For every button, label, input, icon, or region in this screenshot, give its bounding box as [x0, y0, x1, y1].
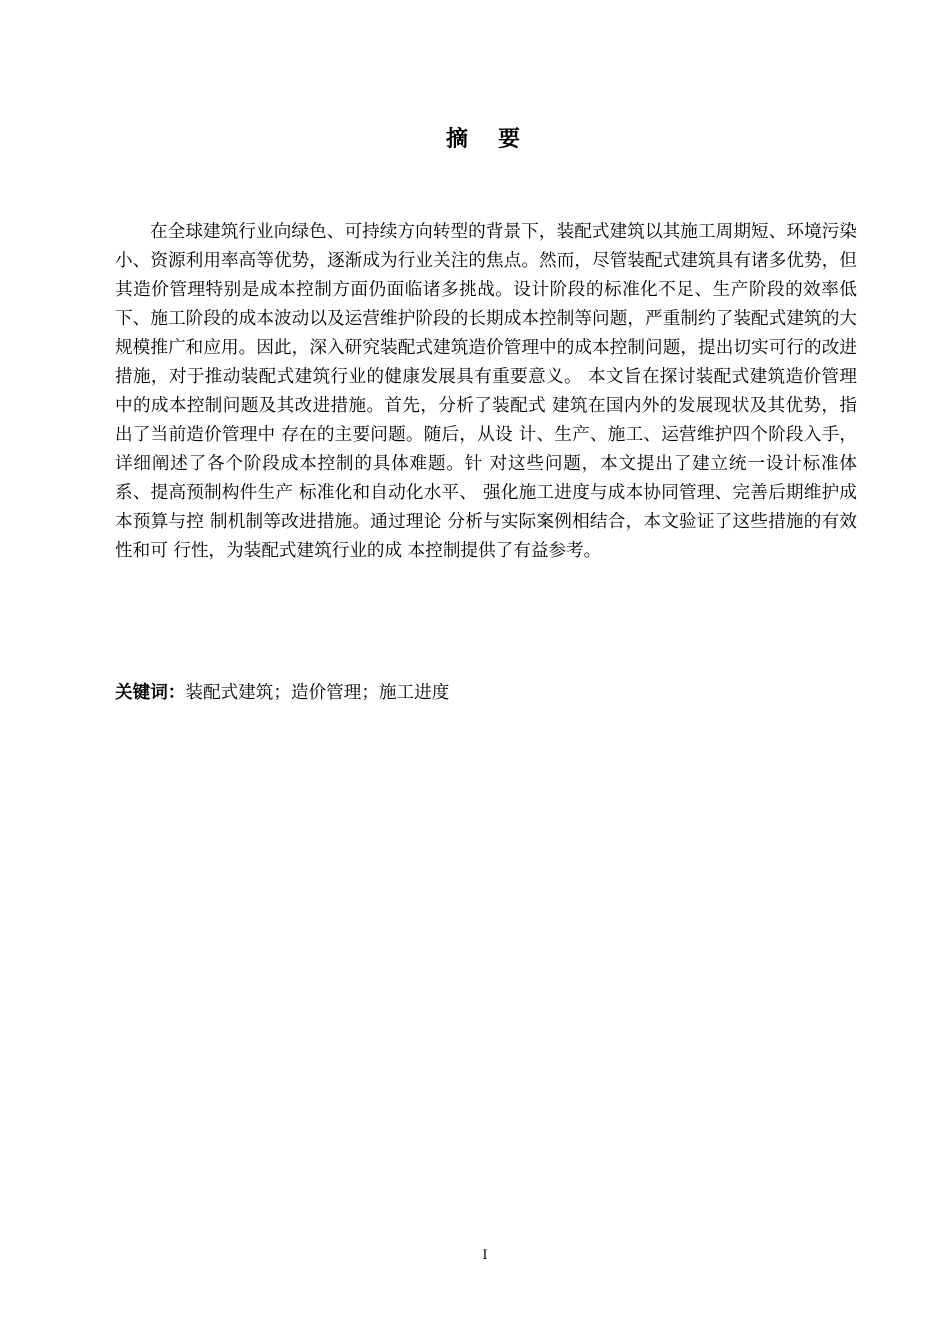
abstract-body: 在全球建筑行业向绿色、可持续方向转型的背景下，装配式建筑以其施工周期短、环境污染小、资源利用率高等优势，逐渐成为行业关注的焦点。然而，尽管装配式建筑具有诸多优势，但其造价管理特别是成本控制方面仍面临诸多挑战。设计阶段的标准化不足、生产阶段的效率低下、施工阶段的成本波动以及运营维护阶段的长期成本控制等问题，严重制约了装配式建筑的大规模推广和应用。因此，深入研究装配式建筑造价管理中的成本控制问题，提出切实可行的改进措施，对于推动装配式建筑行业的健康发展具有重要意义。 本文旨在探讨装配式建筑造价管理中的成本控制问题及其改进措施。首先，分析了装配式 建筑在国内外的发展现状及其优势，指出了当前造价管理中 存在的主要问题。随后，从设 计、生产、施工、运营维护四个阶段入手，详细阐述了各个阶段成本控制的具体难题。针 对这些问题，本文提出了建立统一设计标准体系、提高预制构件生产 标准化和自动化水平、 强化施工进度与成本协同管理、完善后期维护成本预算与控 制机制等改进措施。通过理论 分析与实际案例相结合，本文验证了这些措施的有效性和可 行性，为装配式建筑行业的成 本控制提供了有益参考。 — [115, 222, 857, 561]
abstract-title — [0, 122, 950, 156]
keywords-label: 关键词： — [115, 682, 186, 703]
keywords-line — [115, 678, 857, 708]
page-number: I — [482, 1248, 488, 1263]
abstract-title-part2: 要 — [498, 126, 521, 152]
keywords-value: 装配式建筑；造价管理；施工进度 — [185, 683, 450, 703]
abstract-title-part1: 摘 — [445, 126, 468, 152]
